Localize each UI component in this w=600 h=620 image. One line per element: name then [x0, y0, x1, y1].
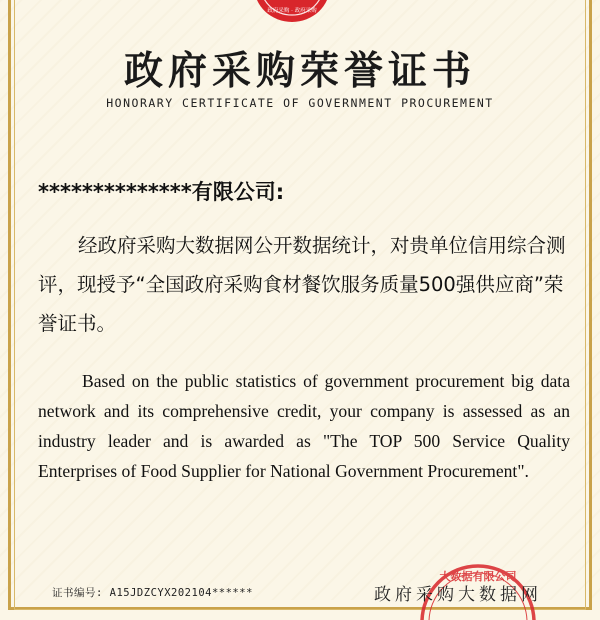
top-red-seal-icon: [251, 0, 333, 24]
certificate-number: 证书编号: A15JDZCYX202104******: [52, 587, 253, 599]
company-name: **************有限公司:: [38, 180, 285, 204]
certificate-subtitle: HONORARY CERTIFICATE OF GOVERNMENT PROCUREMENT: [106, 96, 494, 110]
bottom-seal-text: 大数据有限公司: [439, 570, 517, 583]
certificate-title: 政府采购荣誉证书: [123, 49, 476, 94]
body-chinese-text: 经政府采购大数据网公开数据统计，对贵单位信用综合测评，现授予“全国政府采购食材餐饮服务质量500强供应商”荣誉证书。: [38, 234, 566, 335]
body-english: [38, 366, 570, 486]
issuer-name: 政府采购大数据网: [374, 585, 542, 605]
body-english-text: Based on the public statistics of government procurement big data network and its comprehensive credit, your company is assessed as an industry leader and is awarded as "The TOP 500 Service Quality Enterprises of Food Supplier for National Government Procurement".: [38, 371, 570, 481]
body-chinese: [38, 226, 578, 343]
top-seal-text: 政府采购 · 政府采购: [267, 8, 317, 14]
